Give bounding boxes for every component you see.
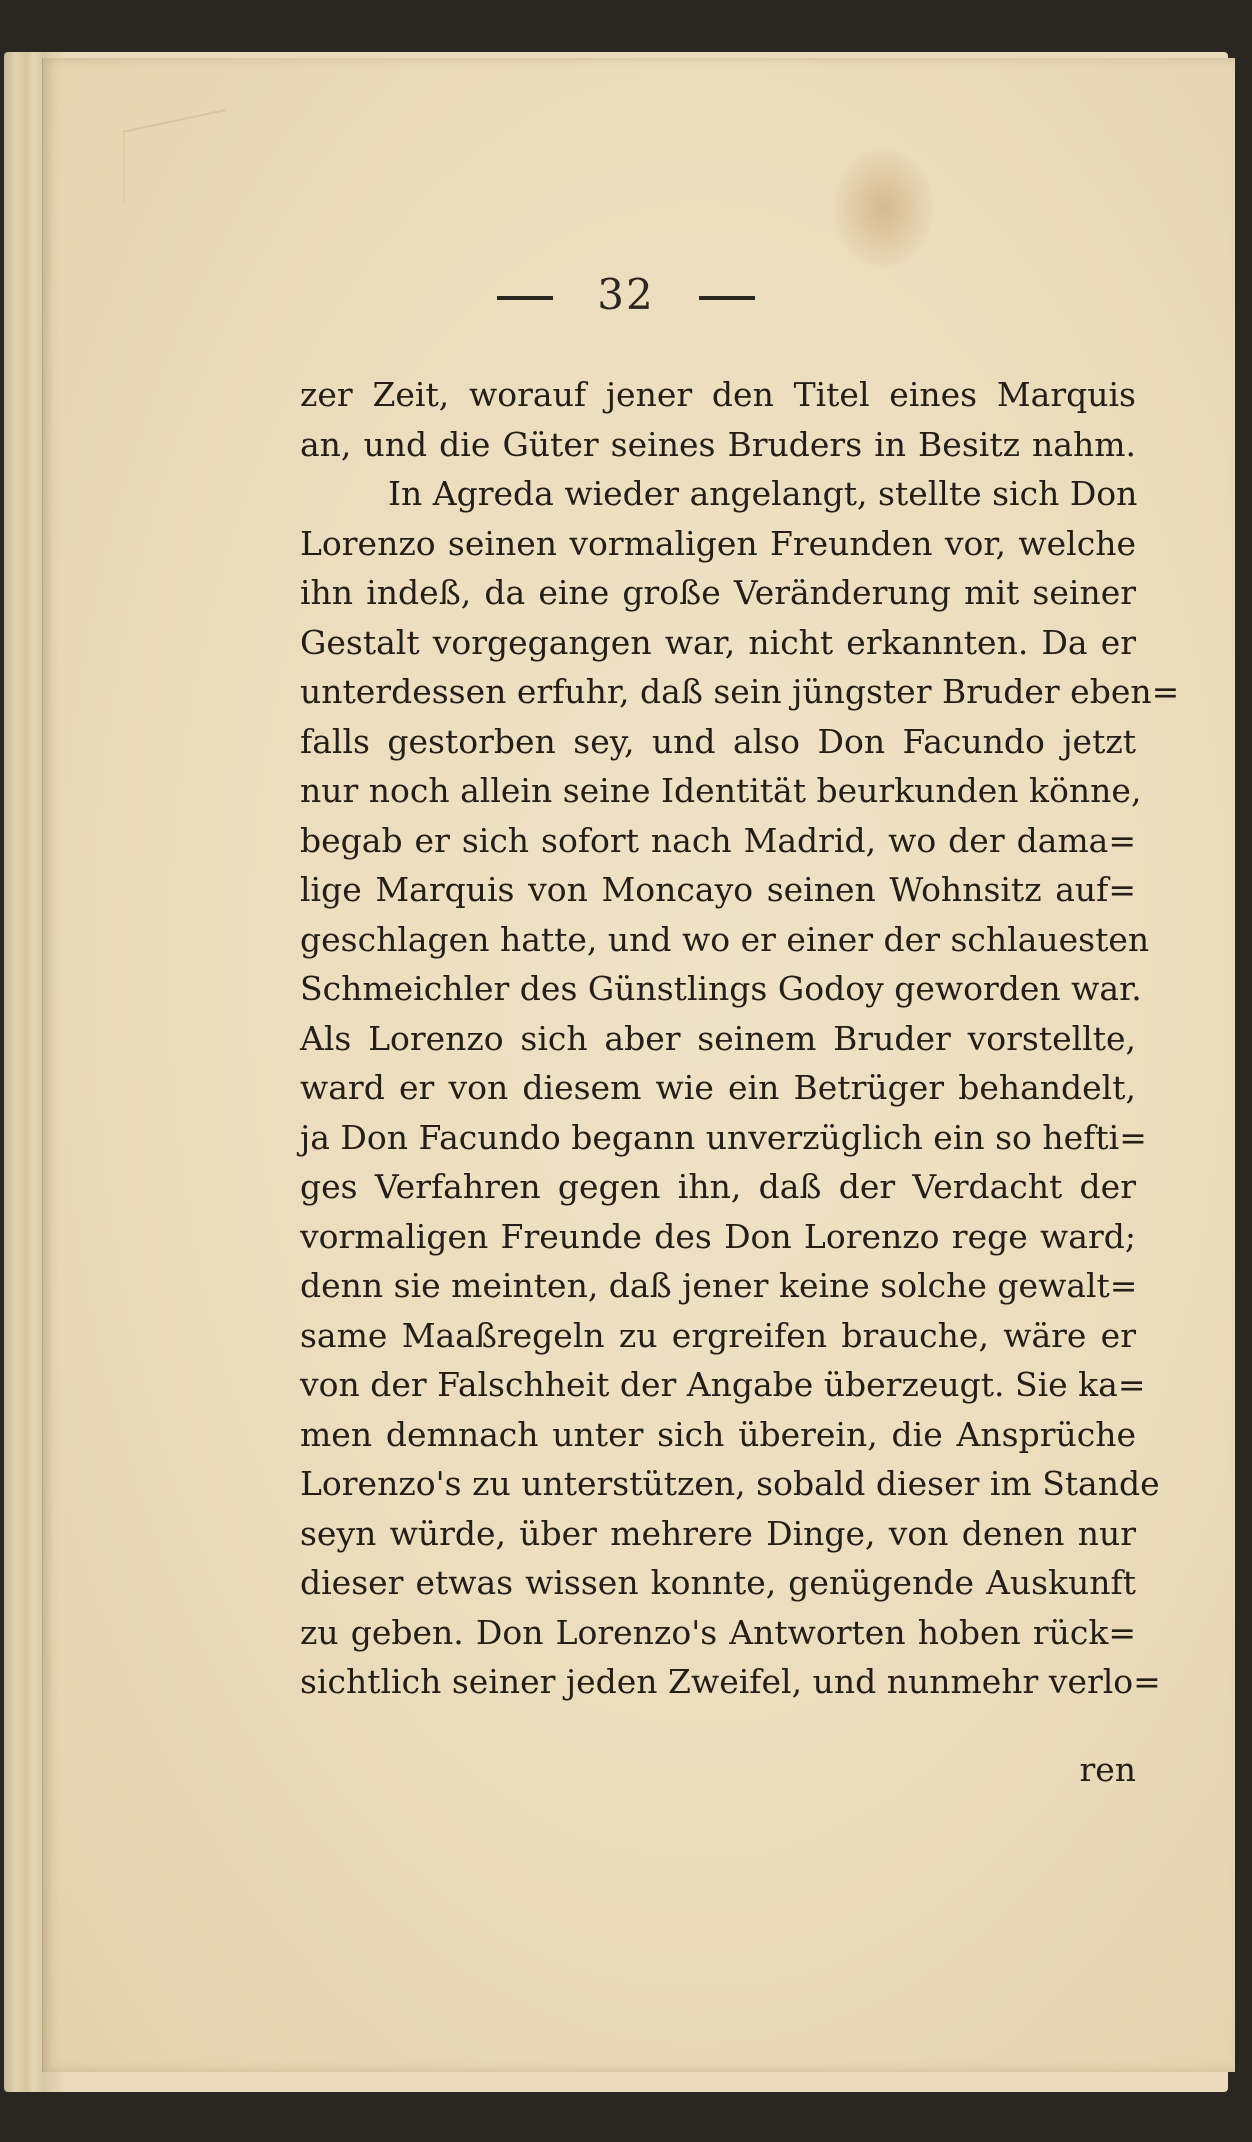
text-line: same Maaßregeln zu ergreifen brauche, wäre er (300, 1315, 1136, 1355)
text-line: Schmeichler des Günstlings Godoy geworden war. (300, 969, 1142, 1008)
paper-stain (833, 148, 933, 268)
text-line: Als Lorenzo sich aber seinem Bruder vorstellte, (300, 1018, 1136, 1058)
text-line: nur noch allein seine Identität beurkunden könne, (300, 771, 1142, 810)
text-line: lige Marquis von Moncayo seinen Wohnsitz auf= (300, 870, 1136, 909)
text-line: ja Don Facundo begann unverzüglich ein so hefti= (300, 1117, 1147, 1157)
text-line: men demnach unter sich überein, die Ansprüche (300, 1414, 1136, 1454)
catchword: ren (1079, 1750, 1136, 1789)
text-line: zu geben. Don Lorenzo's Antworten hoben rück= (300, 1612, 1136, 1652)
text-line: Lorenzo's zu unterstützen, sobald dieser im Stande (300, 1464, 1160, 1503)
folded-corner (123, 109, 225, 203)
text-line: Gestalt vorgegangen war, nicht erkannten. Da er (300, 622, 1136, 662)
text-line: ihn indeß, da eine große Veränderung mit seiner (300, 573, 1136, 612)
text-line: denn sie meinten, daß jener keine solche gewalt= (300, 1266, 1138, 1305)
text-line: ward er von diesem wie ein Betrüger behandelt, (300, 1068, 1136, 1107)
text-line: begab er sich sofort nach Madrid, wo der dama= (300, 820, 1136, 860)
body-text (300, 370, 1180, 1707)
text-line: dieser etwas wissen konnte, genügende Auskunft (300, 1563, 1136, 1602)
page-number (0, 270, 1252, 319)
text-line: seyn würde, über mehrere Dinge, von denen nur (300, 1513, 1136, 1553)
text-line: an, und die Güter seines Bruders in Besitz nahm. (300, 424, 1136, 464)
text-line: ges Verfahren gegen ihn, daß der Verdacht der (300, 1167, 1136, 1206)
text-line: vormaligen Freunde des Don Lorenzo rege ward; (300, 1216, 1136, 1256)
text-line: unterdessen erfuhr, daß sein jüngster Bruder eben= (300, 672, 1180, 711)
text-line: von der Falschheit der Angabe überzeugt. Sie ka= (300, 1365, 1146, 1404)
text-line: falls gestorben sey, und also Don Facundo jetzt (300, 721, 1136, 761)
text-line: geschlagen hatte, und wo er einer der schlauesten (300, 919, 1150, 959)
text-line: zer Zeit, worauf jener den Titel eines Marquis (300, 375, 1136, 414)
text-line: sichtlich seiner jeden Zweifel, und nunmehr verlo= (300, 1662, 1161, 1701)
right-dash (699, 296, 755, 300)
page-number-value: 32 (597, 270, 655, 319)
text-line: In Agreda wieder angelangt, stellte sich Don (388, 474, 1138, 513)
left-dash (497, 296, 553, 300)
text-line: Lorenzo seinen vormaligen Freunden vor, welche (300, 523, 1136, 563)
